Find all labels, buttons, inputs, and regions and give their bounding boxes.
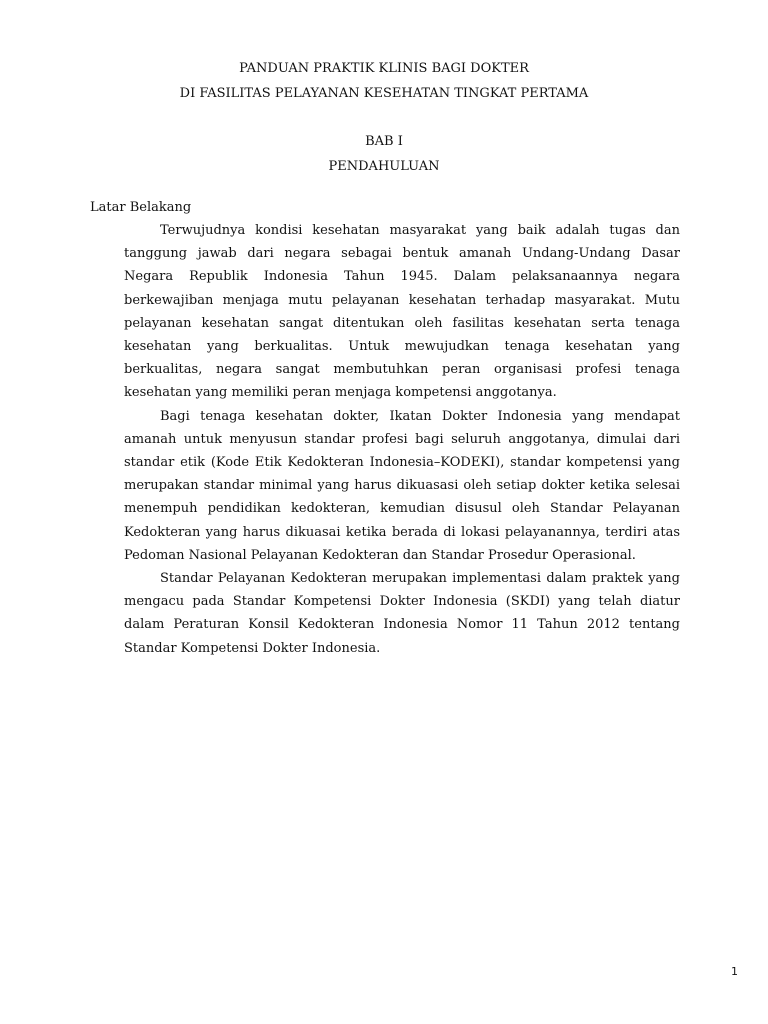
paragraph: Standar Pelayanan Kedokteran merupakan implementasi dalam praktek yang mengacu pada Standar Kompetensi Dokter Indonesia (SKDI) yang telah diatur dalam Peraturan Konsil Kedokteran Indonesia Nomor 11 Tahun 2012 tentang Standar Kompetensi Dokter Indonesia.: [124, 571, 680, 656]
chapter-number: BAB I: [365, 134, 403, 149]
chapter-title: PENDAHULUAN: [328, 159, 440, 174]
body-text: [124, 219, 680, 660]
section-heading: Latar Belakang: [90, 200, 192, 215]
document-title: [0, 56, 768, 106]
page-number: 1: [731, 965, 738, 978]
paragraph: Terwujudnya kondisi kesehatan masyarakat yang baik adalah tugas dan tanggung jawab dari negara sebagai bentuk amanah Undang-Undang Dasar Negara Republik Indonesia Tahun 1945. Dalam pelaksanaannya negara berkewajiban menjaga mutu pelayanan kesehatan terhadap masyarakat. Mutu pelayanan kesehatan sangat ditentukan oleh fasilitas kesehatan serta tenaga kesehatan yang berkualitas. Untuk mewujudkan tenaga kesehatan yang berkualitas, negara sangat membutuhkan peran organisasi profesi tenaga kesehatan yang memiliki peran menjaga kompetensi anggotanya.: [124, 223, 680, 401]
title-line-2: DI FASILITAS PELAYANAN KESEHATAN TINGKAT PERTAMA: [179, 86, 589, 101]
chapter-heading: [0, 129, 768, 179]
paragraph: Bagi tenaga kesehatan dokter, Ikatan Dokter Indonesia yang mendapat amanah untuk menyusun standar profesi bagi seluruh anggotanya, dimulai dari standar etik (Kode Etik Kedokteran Indonesia–KODEKI), standar kompetensi yang merupakan standar minimal yang harus dikuasasi oleh setiap dokter ketika selesai menempuh pendidikan kedokteran, kemudian disusul oleh Standar Pelayanan Kedokteran yang harus dikuasai ketika berada di lokasi pelayanannya, terdiri atas Pedoman Nasional Pelayanan Kedokteran dan Standar Prosedur Operasional.: [124, 408, 680, 563]
title-line-1: PANDUAN PRAKTIK KLINIS BAGI DOKTER: [239, 61, 529, 76]
